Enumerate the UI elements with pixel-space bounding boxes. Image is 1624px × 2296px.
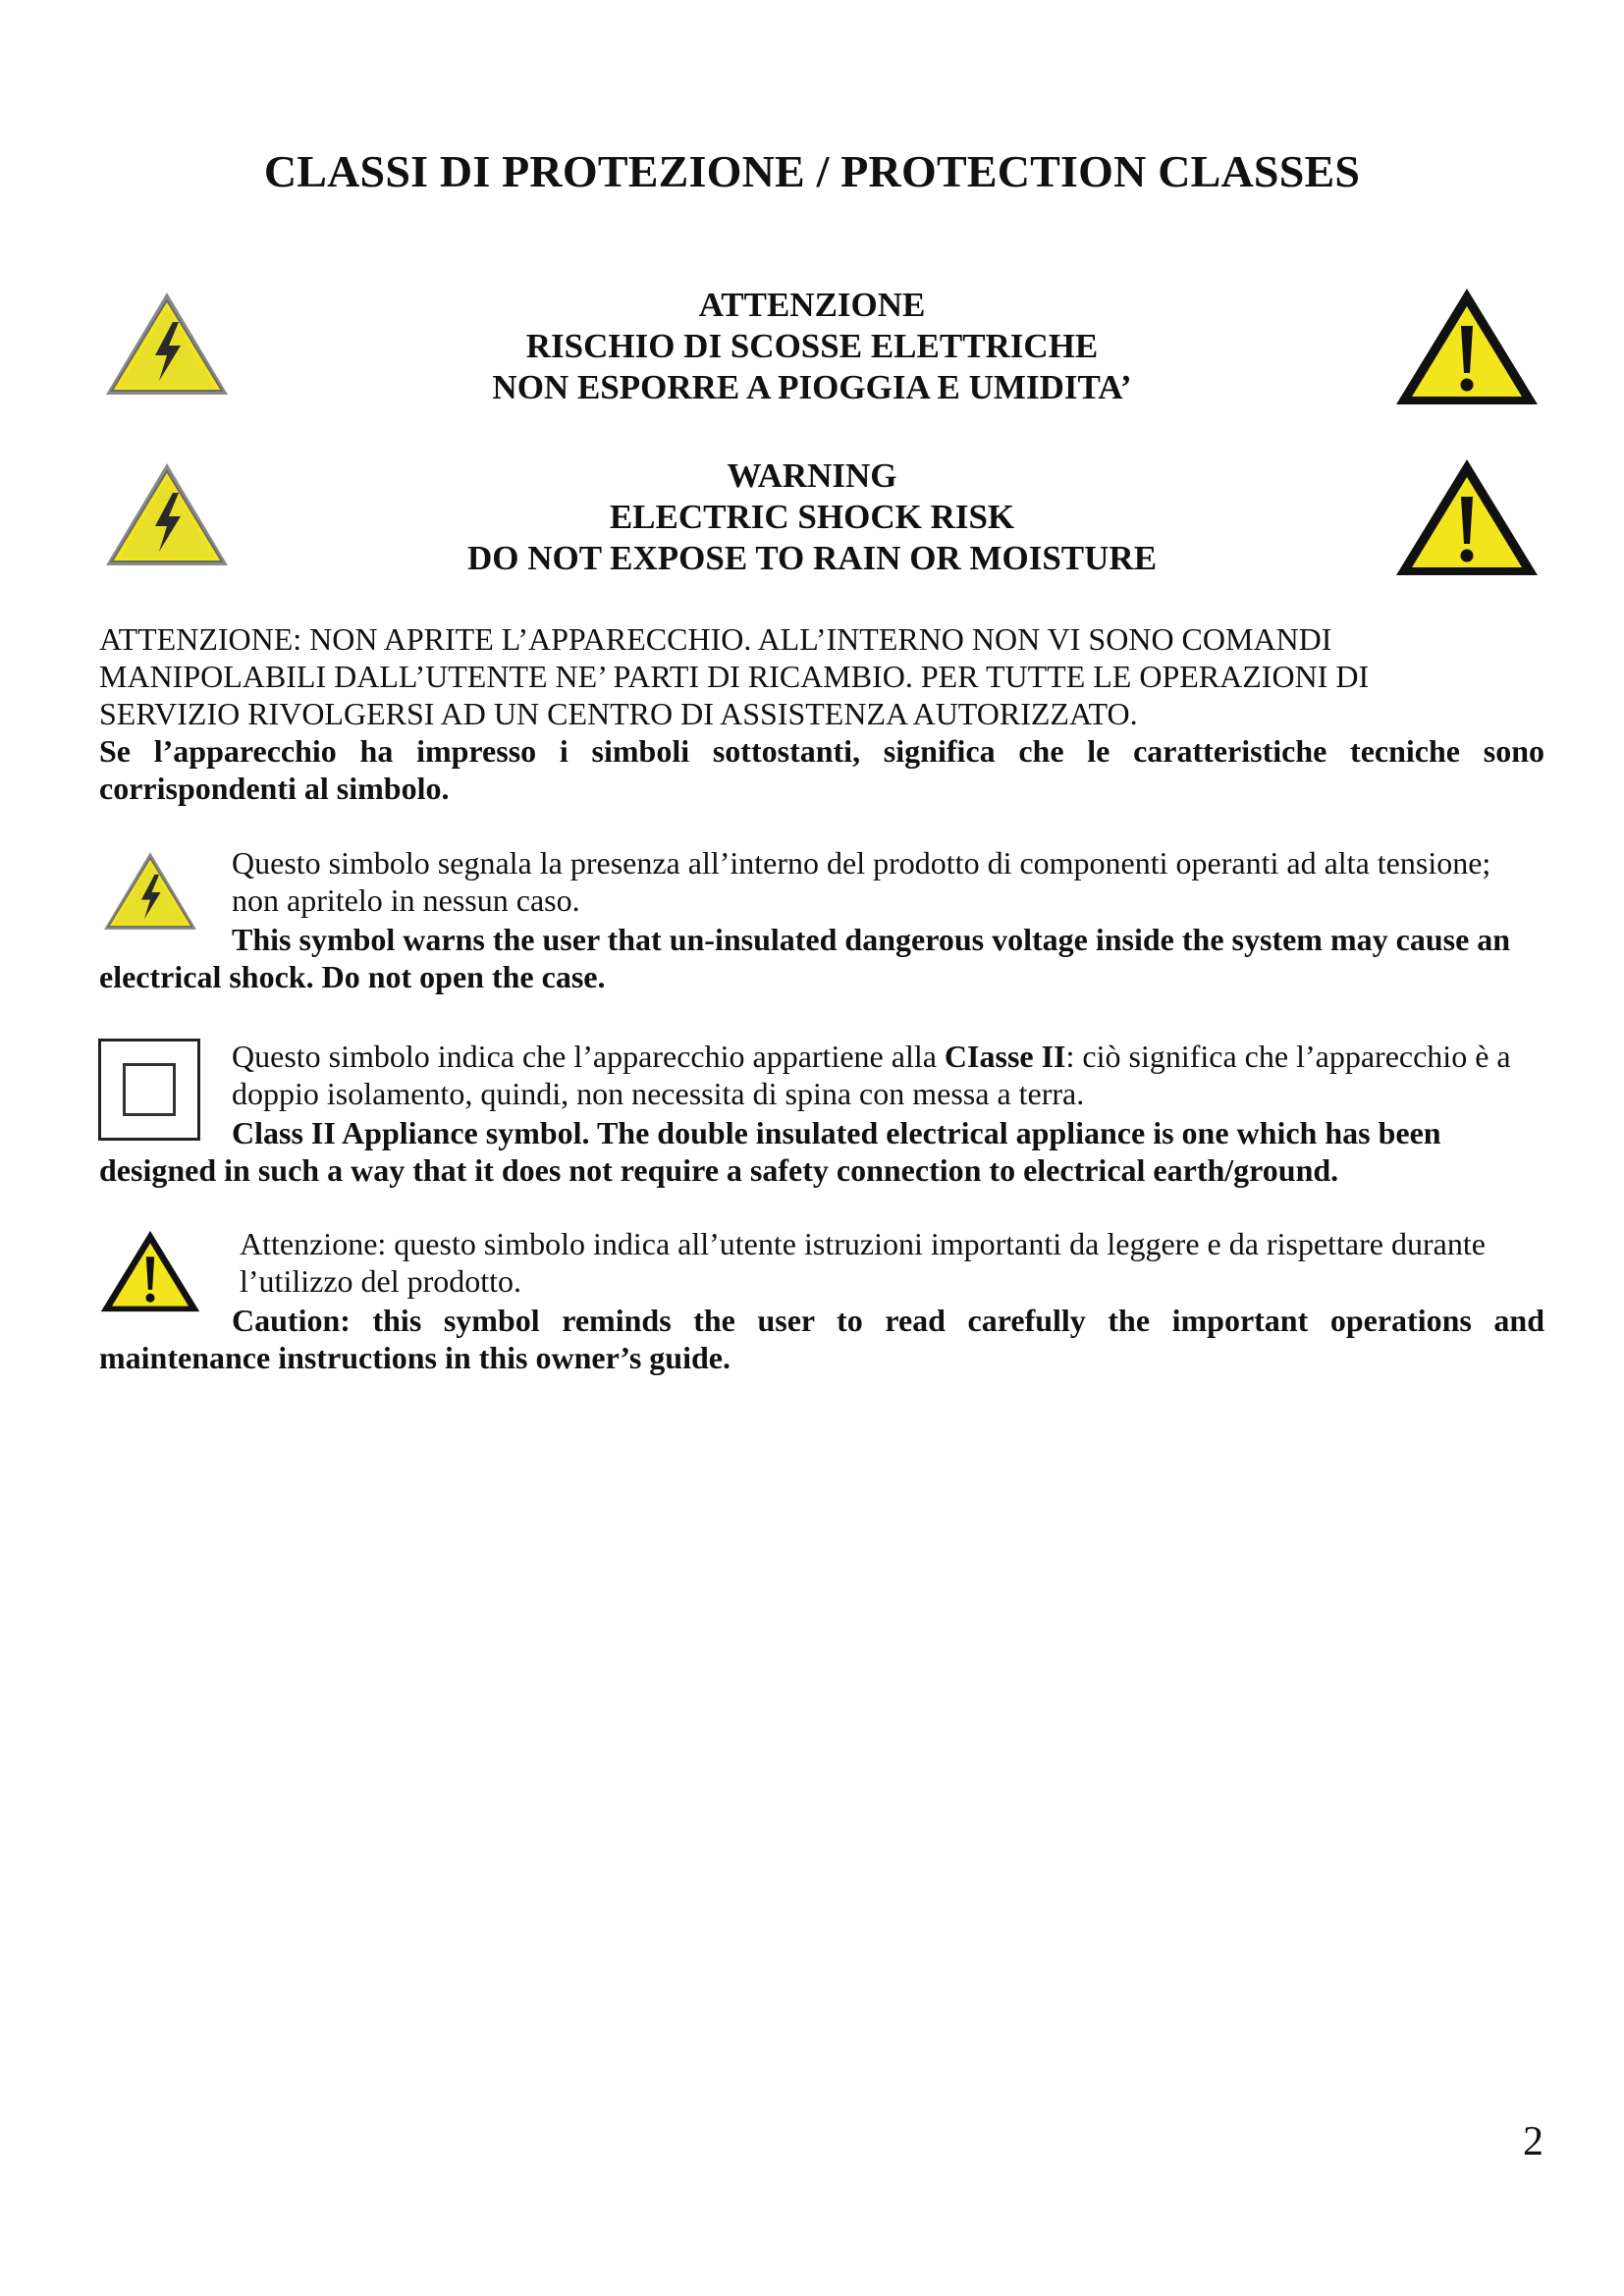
high-voltage-icon (98, 285, 236, 406)
exclamation-warning-icon (1392, 283, 1542, 410)
caution-description-it: Attenzione: questo simbolo indica all’utente istruzioni importanti da leggere e da rispettare durante l’utilizzo del prodotto. (240, 1226, 1486, 1299)
warning-it-block (324, 285, 1300, 408)
exclamation-warning-icon (1392, 454, 1542, 581)
class2-description-en: Class II Appliance symbol. The double insulated electrical appliance is one which has been designed in such a way that it does not require a safety connection to electrical earth/ground. (99, 1115, 1441, 1188)
notice-line3: SERVIZIO RIVOLGERSI AD UN CENTRO DI ASSISTENZA AUTORIZZATO. (99, 696, 1138, 731)
warning-it-line2: RISCHIO DI SCOSSE ELETTRICHE (525, 327, 1099, 365)
notice-line1: ATTENZIONE: NON APRITE L’APPARECCHIO. ALL’INTERNO NON VI SONO COMANDI (99, 621, 1332, 657)
voltage-description-en: This symbol warns the user that un-insulated dangerous voltage inside the system may cause an electrical shock. Do not open the case. (99, 922, 1511, 994)
notice-line2: MANIPOLABILI DALL’UTENTE NE’ PARTI DI RICAMBIO. PER TUTTE LE OPERAZIONI DI (99, 659, 1370, 694)
warning-en-line2: ELECTRIC SHOCK RISK (609, 498, 1015, 536)
page-title: CLASSI DI PROTEZIONE / PROTECTION CLASSES (263, 146, 1361, 196)
warning-it-line1: ATTENZIONE (698, 286, 926, 324)
warning-it-line3: NON ESPORRE A PIOGGIA E UMIDITA’ (492, 368, 1132, 406)
warning-en-line3: DO NOT EXPOSE TO RAIN OR MOISTURE (466, 539, 1158, 577)
page-number: 2 (1523, 2119, 1543, 2164)
voltage-description-it: Questo simbolo segnala la presenza all’interno del prodotto di componenti operanti ad alta tensione; non apritelo in nessun caso. (232, 845, 1491, 918)
caution-description-en: Caution: this symbol reminds the user to read carefully the important operations and maintenance instructions in this owner’s guide. (99, 1303, 1544, 1375)
warning-en-block (324, 455, 1300, 579)
warning-en-line1: WARNING (727, 456, 897, 495)
high-voltage-icon (98, 455, 236, 577)
notice-paragraph (99, 620, 1544, 807)
class2-bold-term: CIasse II (944, 1039, 1066, 1074)
class2-description-it: Questo simbolo indica che l’apparecchio appartiene alla CIasse II: ciò significa che l’apparecchio è a doppio isolamento, quindi, non necessita di spina con messa a terra. (232, 1039, 1511, 1111)
symbols-intro: Se l’apparecchio ha impresso i simboli sottostanti, significa che le caratteristiche tecniche sono corrispondenti al simbolo. (99, 733, 1544, 806)
